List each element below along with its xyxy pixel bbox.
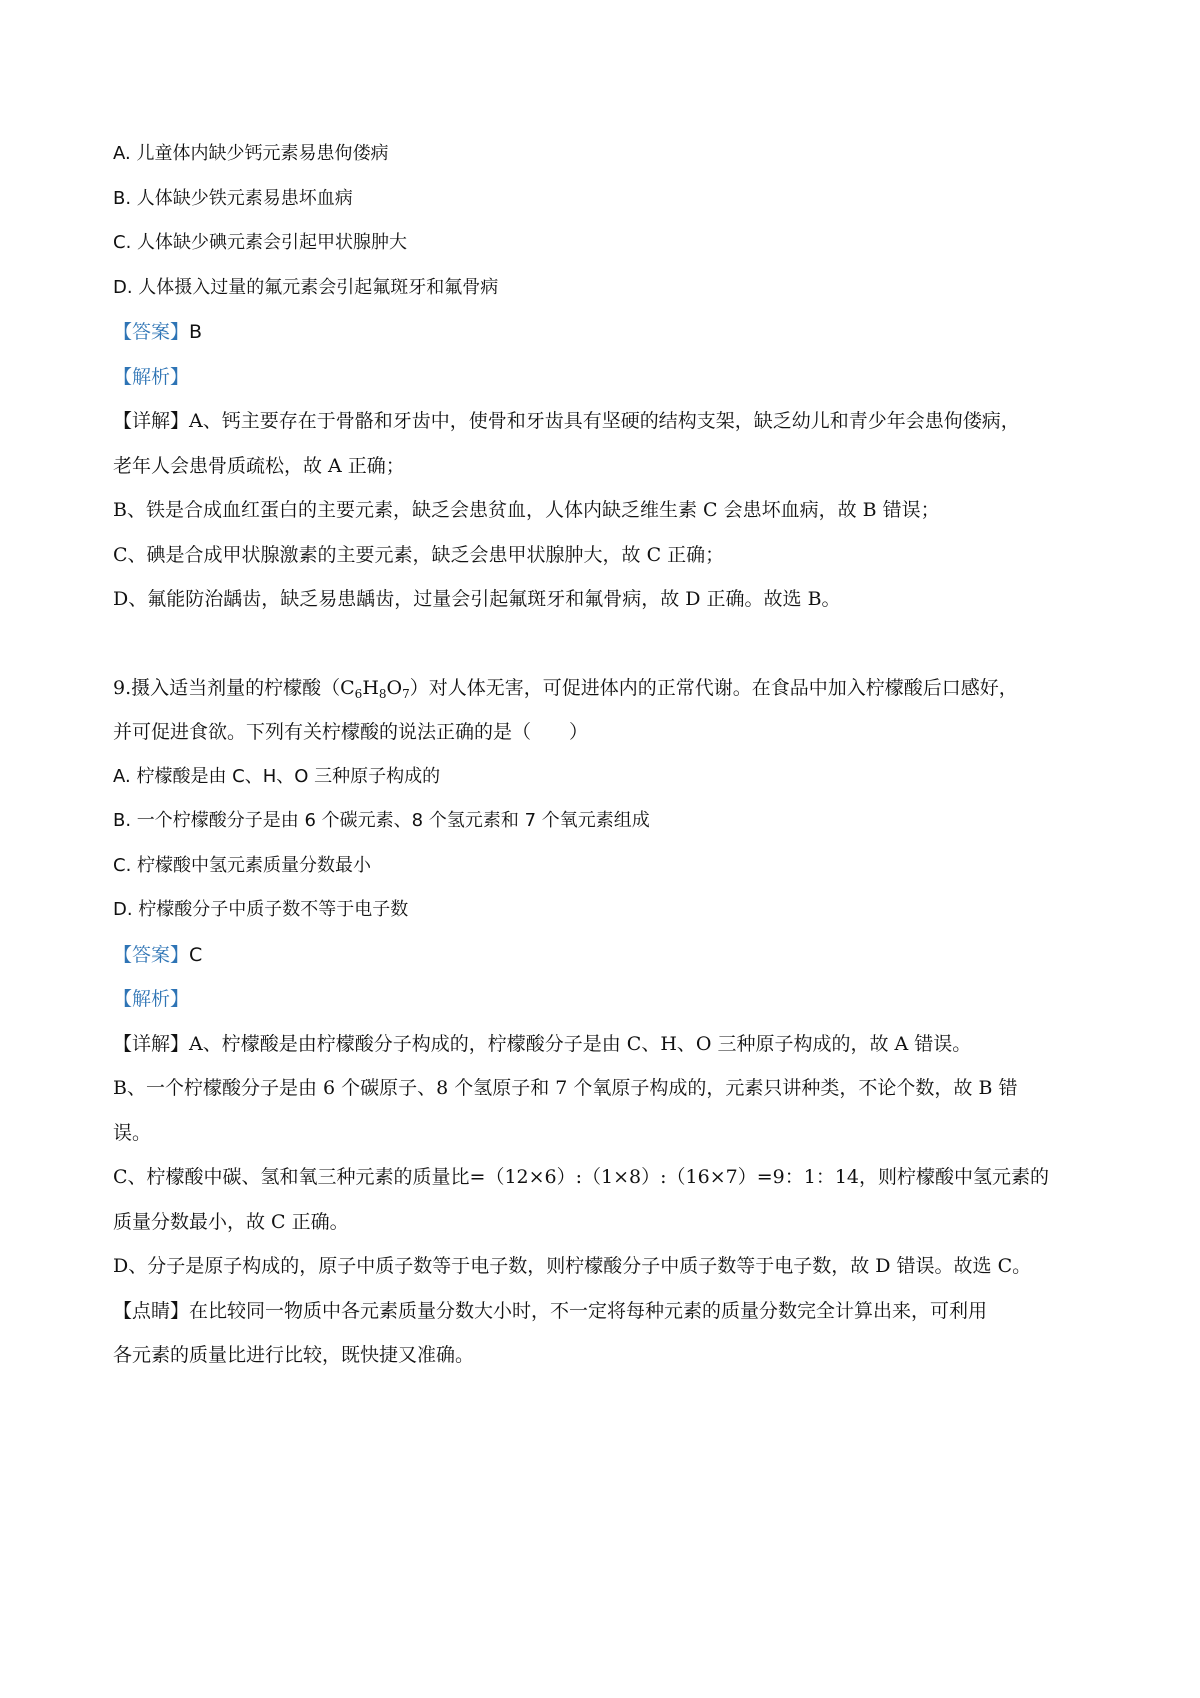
q9-formula-o: O <box>386 677 403 699</box>
q8-answer-value: B <box>189 321 203 343</box>
q9-analysis-label-text: 【解析】 <box>113 988 190 1010</box>
q8-option-c: C. 人体缺少碘元素会引起甲状腺肿大 <box>113 232 408 253</box>
q8-detail-line-2: 老年人会患骨质疏松，故 A 正确； <box>113 455 405 477</box>
q9-option-a: A. 柠檬酸是由 C、H、O 三种原子构成的 <box>113 766 441 787</box>
q8-detail-text-1: A、钙主要存在于骨骼和牙齿中，使骨和牙齿具有坚硬的结构支架，缺乏幼儿和青少年会患佝偻病， <box>189 410 1020 432</box>
q9-analysis-label <box>113 985 1103 1013</box>
q8-option-d: D. 人体摄入过量的氟元素会引起氟斑牙和氟骨病 <box>113 277 499 298</box>
q9-option-b: B. 一个柠檬酸分子是由 6 个碳元素、8 个氢元素和 7 个氧元素组成 <box>113 810 650 831</box>
q9-detail-line-6: D、分子是原子构成的，原子中质子数等于电子数，则柠檬酸分子中质子数等于电子数，故 D 错误。故选 C。 <box>113 1255 1032 1277</box>
q9-option-d: D. 柠檬酸分子中质子数不等于电子数 <box>113 899 409 920</box>
q9-stem-suffix: ）对人体无害，可促进体内的正常代谢。在食品中加入柠檬酸后口感好， <box>409 677 1018 699</box>
q9-stem-prefix: 9.摄入适当剂量的柠檬酸（C <box>113 677 355 699</box>
q9-detail-text-1: A、柠檬酸是由柠檬酸分子构成的，柠檬酸分子是由 C、H、O 三种原子构成的，故 A 错误。 <box>189 1033 972 1055</box>
q9-detail-line-1 <box>113 1030 1103 1058</box>
q9-detail-line-3: 误。 <box>113 1122 152 1144</box>
q9-stem-line-2: 并可促进食欲。下列有关柠檬酸的说法正确的是（ ） <box>113 721 589 743</box>
q8-analysis-label <box>113 363 1103 391</box>
q9-tip-tag: 【点睛】 <box>113 1300 190 1322</box>
q9-option-c: C. 柠檬酸中氢元素质量分数最小 <box>113 855 372 876</box>
q8-answer <box>113 318 1103 346</box>
q8-option-a: A. 儿童体内缺少钙元素易患佝偻病 <box>113 143 389 164</box>
q9-answer-value: C <box>189 944 203 966</box>
q8-detail-line-4: C、碘是合成甲状腺激素的主要元素，缺乏会患甲状腺肿大，故 C 正确； <box>113 544 725 566</box>
q9-tip-line-1 <box>113 1297 1103 1325</box>
q8-detail-line-3: B、铁是合成血红蛋白的主要元素，缺乏会患贫血，人体内缺乏维生素 C 会患坏血病，故 B 错误； <box>113 499 940 521</box>
q9-formula-h: H <box>362 677 379 699</box>
q9-tip-line-2: 各元素的质量比进行比较，既快捷又准确。 <box>113 1344 475 1366</box>
q8-detail-tag: 【详解】 <box>113 410 190 432</box>
q9-formula-h-sub: 8 <box>378 687 387 701</box>
q9-detail-line-2: B、一个柠檬酸分子是由 6 个碳原子、8 个氢原子和 7 个氧原子构成的，元素只讲种类，不论个数，故 B 错 <box>113 1077 1018 1099</box>
q8-detail-line-5: D、氟能防治龋齿，缺乏易患龋齿，过量会引起氟斑牙和氟骨病，故 D 正确。故选 B。 <box>113 588 841 610</box>
q9-answer-label: 【答案】 <box>113 944 190 966</box>
q9-formula-c-sub: 6 <box>354 687 363 701</box>
q9-stem-line-1 <box>113 674 1103 702</box>
q9-detail-line-4: C、柠檬酸中碳、氢和氧三种元素的质量比=（12×6）:（1×8）:（16×7）=9：1：14，则柠檬酸中氢元素的 <box>113 1166 1050 1188</box>
q9-tip-text-1: 在比较同一物质中各元素质量分数大小时，不一定将每种元素的质量分数完全计算出来，可利用 <box>189 1300 988 1322</box>
q8-detail-line-1 <box>113 407 1103 435</box>
q9-answer <box>113 941 1103 969</box>
q8-analysis-label-text: 【解析】 <box>113 366 190 388</box>
q8-answer-label: 【答案】 <box>113 321 190 343</box>
q8-option-b: B. 人体缺少铁元素易患坏血病 <box>113 188 353 209</box>
q9-formula-o-sub: 7 <box>402 687 410 701</box>
q9-detail-line-5: 质量分数最小，故 C 正确。 <box>113 1211 349 1233</box>
q9-detail-tag: 【详解】 <box>113 1033 190 1055</box>
